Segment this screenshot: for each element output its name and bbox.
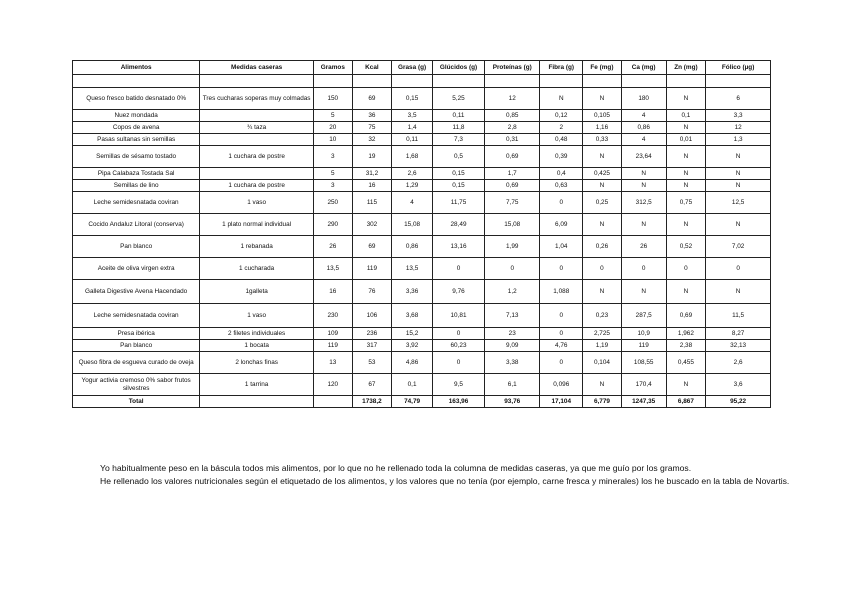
table-row <box>73 352 771 374</box>
table-cell: N <box>666 146 706 168</box>
table-row <box>73 88 771 110</box>
table-cell: 0,425 <box>583 168 622 180</box>
table-cell: 287,5 <box>621 304 666 328</box>
table-total-row <box>73 396 771 408</box>
table-cell: 0,69 <box>485 180 540 192</box>
table-cell: Yogur activia cremoso 0% sabor frutos silvestres <box>73 374 200 396</box>
table-cell: 31,2 <box>352 168 392 180</box>
nutrition-table <box>72 60 771 408</box>
table-cell: 0,11 <box>432 110 484 122</box>
table-cell: 0,104 <box>583 352 622 374</box>
table-cell: 0,12 <box>540 110 583 122</box>
table-cell: 3,6 <box>706 374 771 396</box>
table-cell: N <box>666 180 706 192</box>
table-cell: 11,5 <box>706 304 771 328</box>
table-cell: 1 vaso <box>200 192 314 214</box>
table-cell: 11,75 <box>432 192 484 214</box>
table-cell: 8,27 <box>706 328 771 340</box>
table-cell: 4,86 <box>392 352 433 374</box>
table-cell: Semillas de sésamo tostado <box>73 146 200 168</box>
col-header-folico: Fólico (µg) <box>706 61 771 75</box>
table-cell: 75 <box>352 122 392 134</box>
table-cell: N <box>621 280 666 304</box>
table-cell: N <box>583 280 622 304</box>
table-cell: 7,02 <box>706 236 771 258</box>
table-cell: 180 <box>621 88 666 110</box>
table-cell: N <box>706 180 771 192</box>
table-cell: 3,38 <box>485 352 540 374</box>
table-cell <box>200 168 314 180</box>
table-cell: 53 <box>352 352 392 374</box>
table-cell: 0,1 <box>666 110 706 122</box>
table-cell: N <box>706 168 771 180</box>
table-cell: 1 vaso <box>200 304 314 328</box>
col-header-alimentos: Alimentos <box>73 61 200 75</box>
table-cell: 7,13 <box>485 304 540 328</box>
table-cell: 0 <box>540 258 583 280</box>
table-cell: 0,15 <box>432 168 484 180</box>
table-row <box>73 110 771 122</box>
table-cell: 1,3 <box>706 134 771 146</box>
col-header-medidas: Medidas caseras <box>200 61 314 75</box>
table-cell: 0 <box>540 192 583 214</box>
table-cell: 1,2 <box>485 280 540 304</box>
table-cell: 23,64 <box>621 146 666 168</box>
table-cell: 119 <box>314 340 353 352</box>
table-cell: N <box>621 168 666 180</box>
table-row <box>73 304 771 328</box>
table-cell: 10,9 <box>621 328 666 340</box>
table-cell: 17,104 <box>540 396 583 408</box>
table-cell: 290 <box>314 214 353 236</box>
table-cell: N <box>666 122 706 134</box>
table-cell: 9,76 <box>432 280 484 304</box>
table-cell: Galleta Digestive Avena Hacendado <box>73 280 200 304</box>
table-cell: 108,55 <box>621 352 666 374</box>
table-cell: 6,1 <box>485 374 540 396</box>
table-cell: 1,29 <box>392 180 433 192</box>
table-cell: 1,7 <box>485 168 540 180</box>
table-cell: 6,779 <box>583 396 622 408</box>
table-cell: 0 <box>540 328 583 340</box>
table-cell: 5 <box>314 168 353 180</box>
col-header-gramos: Gramos <box>314 61 353 75</box>
table-cell: 67 <box>352 374 392 396</box>
table-cell: 106 <box>352 304 392 328</box>
table-cell: 0,26 <box>583 236 622 258</box>
table-cell: 32,13 <box>706 340 771 352</box>
table-cell: 1247,35 <box>621 396 666 408</box>
table-cell: 3,3 <box>706 110 771 122</box>
table-cell: 6,867 <box>666 396 706 408</box>
table-cell: 74,79 <box>392 396 433 408</box>
table-cell: 0,75 <box>666 192 706 214</box>
table-cell: 236 <box>352 328 392 340</box>
table-cell: 1738,2 <box>352 396 392 408</box>
table-cell: N <box>666 88 706 110</box>
table-cell: 0 <box>540 304 583 328</box>
table-row <box>73 374 771 396</box>
col-header-grasa: Grasa (g) <box>392 61 433 75</box>
table-cell: 13 <box>314 352 353 374</box>
table-cell: 1,16 <box>583 122 622 134</box>
table-cell: 10 <box>314 134 353 146</box>
table-cell: Cocido Andaluz Litoral (conserva) <box>73 214 200 236</box>
table-cell: 0,15 <box>392 88 433 110</box>
table-cell: 0,23 <box>583 304 622 328</box>
table-row <box>73 192 771 214</box>
table-cell: 76 <box>352 280 392 304</box>
table-cell: 10,81 <box>432 304 484 328</box>
table-cell: 2,6 <box>392 168 433 180</box>
table-cell: 4,76 <box>540 340 583 352</box>
table-cell: N <box>666 214 706 236</box>
table-cell: 4 <box>621 110 666 122</box>
table-cell: 5,25 <box>432 88 484 110</box>
table-cell: 0 <box>621 258 666 280</box>
table-cell: 12 <box>706 122 771 134</box>
table-row <box>73 180 771 192</box>
table-cell: N <box>583 88 622 110</box>
table-cell: 9,09 <box>485 340 540 352</box>
table-cell: Copos de avena <box>73 122 200 134</box>
table-cell: 2,8 <box>485 122 540 134</box>
table-cell: 0 <box>432 352 484 374</box>
table-cell: N <box>666 280 706 304</box>
table-cell: 12,5 <box>706 192 771 214</box>
table-row <box>73 168 771 180</box>
table-cell: 0,455 <box>666 352 706 374</box>
table-cell: 15,08 <box>392 214 433 236</box>
table-cell: 163,96 <box>432 396 484 408</box>
col-header-fe: Fe (mg) <box>583 61 622 75</box>
table-cell: 1,088 <box>540 280 583 304</box>
table-cell: 11,8 <box>432 122 484 134</box>
table-cell <box>200 134 314 146</box>
table-cell: N <box>621 214 666 236</box>
table-cell: 15,08 <box>485 214 540 236</box>
table-cell: 1 rebanada <box>200 236 314 258</box>
table-cell: 0 <box>666 258 706 280</box>
table-cell: 19 <box>352 146 392 168</box>
table-cell: 7,75 <box>485 192 540 214</box>
table-cell: 1,99 <box>485 236 540 258</box>
table-cell: 1,68 <box>392 146 433 168</box>
table-cell: 0,01 <box>666 134 706 146</box>
table-cell: 23 <box>485 328 540 340</box>
col-header-fibra: Fibra (g) <box>540 61 583 75</box>
table-cell: 4 <box>621 134 666 146</box>
table-cell: 0,33 <box>583 134 622 146</box>
table-cell: 1,4 <box>392 122 433 134</box>
table-cell: 1 cucharada <box>200 258 314 280</box>
explanatory-note <box>100 462 790 488</box>
table-cell: 69 <box>352 236 392 258</box>
table-cell: 6,09 <box>540 214 583 236</box>
table-cell: 32 <box>352 134 392 146</box>
table-cell: 2 <box>540 122 583 134</box>
table-cell: 0 <box>706 258 771 280</box>
col-header-ca: Ca (mg) <box>621 61 666 75</box>
col-header-zn: Zn (mg) <box>666 61 706 75</box>
table-cell: 0,31 <box>485 134 540 146</box>
table-cell: Semillas de lino <box>73 180 200 192</box>
table-cell: Queso fresco batido desnatado 0% <box>73 88 200 110</box>
table-cell: 4 <box>392 192 433 214</box>
table-cell: N <box>666 168 706 180</box>
table-cell: 3,68 <box>392 304 433 328</box>
table-cell: 0,48 <box>540 134 583 146</box>
table-cell: Total <box>73 396 200 408</box>
table-cell: ¾ taza <box>200 122 314 134</box>
table-cell: 0 <box>540 352 583 374</box>
table-cell: 312,5 <box>621 192 666 214</box>
table-cell: 13,16 <box>432 236 484 258</box>
table-cell: 1 tarrina <box>200 374 314 396</box>
table-cell: 119 <box>352 258 392 280</box>
table-cell: 0,86 <box>392 236 433 258</box>
table-cell: 13,5 <box>314 258 353 280</box>
table-cell: 3 <box>314 180 353 192</box>
table-cell: Pan blanco <box>73 236 200 258</box>
table-cell <box>314 396 353 408</box>
table-row <box>73 146 771 168</box>
table-cell: N <box>666 374 706 396</box>
table-cell: 36 <box>352 110 392 122</box>
table-cell: 230 <box>314 304 353 328</box>
table-cell: 0,1 <box>392 374 433 396</box>
table-cell: N <box>583 214 622 236</box>
table-cell: 0 <box>583 258 622 280</box>
table-cell: 3,36 <box>392 280 433 304</box>
table-cell: 93,76 <box>485 396 540 408</box>
table-cell: 5 <box>314 110 353 122</box>
table-cell: 1,962 <box>666 328 706 340</box>
table-cell: Leche semidesnatada coviran <box>73 304 200 328</box>
table-cell: 0,52 <box>666 236 706 258</box>
table-cell: 69 <box>352 88 392 110</box>
table-cell: 6 <box>706 88 771 110</box>
table-row <box>73 134 771 146</box>
table-cell: 26 <box>314 236 353 258</box>
table-cell: 15,2 <box>392 328 433 340</box>
table-row <box>73 280 771 304</box>
table-cell: 1 plato normal individual <box>200 214 314 236</box>
col-header-glucidos: Glúcidos (g) <box>432 61 484 75</box>
table-row <box>73 122 771 134</box>
table-cell: 3,92 <box>392 340 433 352</box>
table-cell: 13,5 <box>392 258 433 280</box>
table-cell: Tres cucharas soperas muy colmadas <box>200 88 314 110</box>
table-cell: 2 lonchas finas <box>200 352 314 374</box>
table-cell: N <box>621 180 666 192</box>
table-cell: 28,49 <box>432 214 484 236</box>
table-cell: 302 <box>352 214 392 236</box>
table-cell: N <box>583 374 622 396</box>
table-cell: 109 <box>314 328 353 340</box>
table-cell: 2,38 <box>666 340 706 352</box>
table-cell: 119 <box>621 340 666 352</box>
table-cell: 0,85 <box>485 110 540 122</box>
table-cell: 0,25 <box>583 192 622 214</box>
table-cell: 1 bocata <box>200 340 314 352</box>
table-cell: Pipa Calabaza Tostada Sal <box>73 168 200 180</box>
table-cell: 3,5 <box>392 110 433 122</box>
table-cell: 250 <box>314 192 353 214</box>
table-row <box>73 328 771 340</box>
table-cell: 0,11 <box>392 134 433 146</box>
table-cell: 0,5 <box>432 146 484 168</box>
col-header-proteinas: Proteínas (g) <box>485 61 540 75</box>
table-cell: 2 filetes individuales <box>200 328 314 340</box>
table-cell: 0,105 <box>583 110 622 122</box>
table-row <box>73 340 771 352</box>
table-cell: 1galleta <box>200 280 314 304</box>
table-cell: 0 <box>432 328 484 340</box>
table-cell: 12 <box>485 88 540 110</box>
table-cell: 150 <box>314 88 353 110</box>
table-cell: N <box>706 146 771 168</box>
note-paragraph-2: He rellenado los valores nutricionales según el etiquetado de los alimentos, y los valores que no tenía (por ejemplo, carne fresca y minerales) los he buscado en la tabla de Novartis. <box>100 476 790 486</box>
table-cell: 0 <box>432 258 484 280</box>
table-cell: 20 <box>314 122 353 134</box>
table-cell: 0,63 <box>540 180 583 192</box>
table-cell: 7,3 <box>432 134 484 146</box>
table-cell: 1 cuchara de postre <box>200 146 314 168</box>
table-cell: 120 <box>314 374 353 396</box>
table-cell: Nuez mondada <box>73 110 200 122</box>
table-cell: Queso fibra de esgueva curado de oveja <box>73 352 200 374</box>
col-header-kcal: Kcal <box>352 61 392 75</box>
table-header-row <box>73 61 771 75</box>
table-row <box>73 214 771 236</box>
table-cell: 1,19 <box>583 340 622 352</box>
table-cell: 170,4 <box>621 374 666 396</box>
table-cell: N <box>540 88 583 110</box>
table-cell: 26 <box>621 236 666 258</box>
table-cell: Presa ibérica <box>73 328 200 340</box>
table-cell: Pan blanco <box>73 340 200 352</box>
table-cell: N <box>583 180 622 192</box>
table-cell: 317 <box>352 340 392 352</box>
table-body <box>73 75 771 408</box>
table-cell: 2,6 <box>706 352 771 374</box>
table-cell: 60,23 <box>432 340 484 352</box>
table-cell: Aceite de oliva virgen extra <box>73 258 200 280</box>
table-cell: 3 <box>314 146 353 168</box>
table-cell <box>200 396 314 408</box>
table-spacer-row <box>73 75 771 88</box>
table-cell: 0,69 <box>666 304 706 328</box>
table-cell: N <box>706 214 771 236</box>
table-cell: 9,5 <box>432 374 484 396</box>
table-cell: N <box>583 146 622 168</box>
table-cell: Pasas sultanas sin semillas <box>73 134 200 146</box>
table-cell: N <box>706 280 771 304</box>
table-cell: 0 <box>485 258 540 280</box>
table-cell: 16 <box>314 280 353 304</box>
table-cell: 16 <box>352 180 392 192</box>
table-cell: 0,096 <box>540 374 583 396</box>
note-paragraph-1: Yo habitualmente peso en la báscula todos mis alimentos, por lo que no he rellenado toda la columna de medidas caseras, ya que me guío por los gramos. <box>100 463 692 473</box>
table-cell: 0,86 <box>621 122 666 134</box>
table-cell: 115 <box>352 192 392 214</box>
table-cell <box>200 110 314 122</box>
table-cell: 0,39 <box>540 146 583 168</box>
table-cell: 0,69 <box>485 146 540 168</box>
table-cell: 0,4 <box>540 168 583 180</box>
table-row <box>73 236 771 258</box>
table-cell: 1,04 <box>540 236 583 258</box>
table-cell: Leche semidesnatada coviran <box>73 192 200 214</box>
table-cell: 95,22 <box>706 396 771 408</box>
table-cell: 1 cuchara de postre <box>200 180 314 192</box>
table-row <box>73 258 771 280</box>
table-cell: 2,725 <box>583 328 622 340</box>
table-cell: 0,15 <box>432 180 484 192</box>
